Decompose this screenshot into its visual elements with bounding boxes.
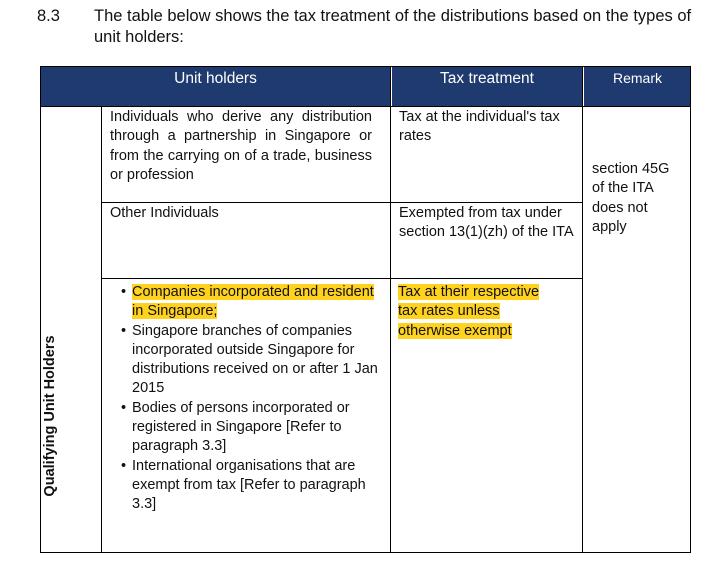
list-item — [121, 399, 386, 457]
row1-unit-holders: Individuals who derive any distribution through a partnership in Singapore or from the carrying on of a trade, business or profession — [110, 109, 372, 183]
row1-tax-treatment: Tax at the individual's tax rates — [399, 109, 560, 145]
list-item-text: Bodies of persons incorporated or registered in Singapore [Refer to paragraph 3.3] — [132, 399, 350, 455]
table-border-bottom — [40, 552, 691, 553]
col-divider-1 — [390, 66, 391, 553]
side-column-divider — [101, 106, 102, 553]
row3-unit-holders — [121, 283, 386, 515]
list-item — [121, 457, 386, 515]
section-text: The table below shows the tax treatment of the distributions based on the types of unit holders: — [94, 7, 692, 46]
qualifying-unit-holders-label: Qualifying Unit Holders — [42, 335, 58, 497]
table-border-top — [40, 66, 691, 67]
row-divider-2 — [101, 278, 583, 279]
header-unit-holders — [41, 66, 390, 106]
list-item — [121, 322, 386, 399]
header-tax-treatment-label: Tax treatment — [440, 70, 534, 87]
header-remark — [584, 66, 691, 106]
header-unit-holders-label: Unit holders — [174, 70, 257, 87]
row2-unit-holders: Other Individuals — [110, 205, 219, 221]
highlighted-tax-treatment: Tax at their respective tax rates unless otherwise exempt — [398, 284, 540, 339]
row3-tax-treatment — [398, 283, 548, 341]
list-item — [121, 283, 386, 322]
table-border-left — [40, 66, 41, 553]
header-divider — [40, 106, 691, 107]
list-item-text: Singapore branches of companies incorporated outside Singapore for distributions received on or after 1 Jan 2015 — [132, 322, 378, 397]
section-number: 8.3 — [37, 7, 60, 25]
table-border-right — [690, 66, 691, 553]
unit-holders-list — [121, 283, 386, 515]
header-remark-label: Remark — [612, 70, 662, 86]
highlighted-text: Companies incorporated and resident in Singapore; — [132, 284, 374, 320]
col-divider-2 — [582, 66, 583, 553]
list-item-text: International organisations that are exempt from tax [Refer to paragraph 3.3] — [132, 457, 366, 513]
remark-text: section 45G of the ITA does not apply — [592, 161, 670, 235]
row2-tax-treatment: Exempted from tax under section 13(1)(zh) of the ITA — [399, 205, 574, 241]
row-divider-1 — [101, 202, 583, 203]
header-tax-treatment — [392, 66, 582, 106]
